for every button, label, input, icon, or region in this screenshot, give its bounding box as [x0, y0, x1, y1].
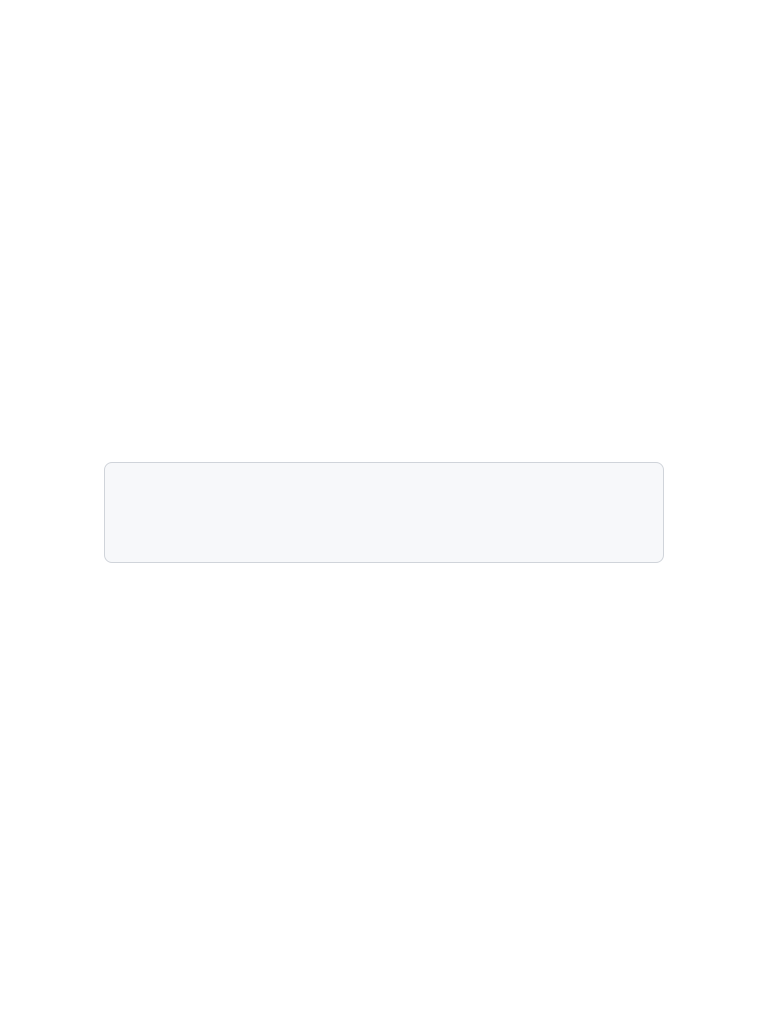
placeholder-title [129, 487, 639, 509]
placeholder-panel [104, 462, 664, 563]
placeholder-body [129, 517, 639, 538]
